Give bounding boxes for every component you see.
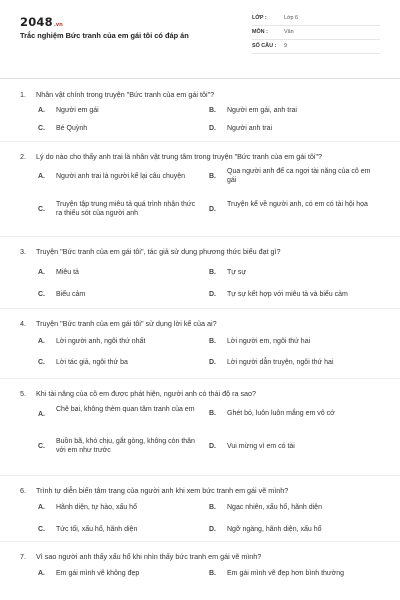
option-text: Lời người anh, ngôi thứ nhất (56, 338, 146, 345)
header-divider (0, 78, 400, 79)
meta-table (252, 12, 380, 54)
option-letter: B. (209, 107, 216, 114)
meta-row-class (252, 12, 380, 26)
option-letter: A. (38, 504, 45, 511)
question-prompt: Lý do nào cho thấy anh trai là nhân vật trung tâm trong truyện "Bức tranh của em gái tôi"? (36, 152, 323, 161)
option-text: Người em gái (56, 107, 99, 114)
option-letter: D. (209, 125, 216, 132)
meta-value: Văn (284, 29, 294, 35)
option-letter: C. (38, 291, 45, 298)
option-text: Bé Quỳnh (56, 125, 88, 132)
option-text: Truyện kể về người anh, có em có tài hội họa (227, 201, 368, 208)
question-list (0, 80, 400, 592)
question-prompt: Truyện "Bức tranh của em gái tôi", tác giả sử dụng phương thức biểu đạt gì? (36, 247, 281, 256)
question-text (20, 90, 380, 99)
option-letter: B. (209, 504, 216, 511)
page-title: Trắc nghiệm Bức tranh của em gái tôi có đáp án (20, 31, 189, 40)
option-letter: B. (209, 570, 216, 577)
option-text: Người em gái, anh trai (227, 107, 297, 114)
option-letter: C. (38, 206, 45, 213)
question-prompt: Khi tài năng của cô em được phát hiện, người anh có thái độ ra sao? (36, 389, 257, 398)
option-letter: B. (209, 338, 216, 345)
option-letter: D. (209, 206, 216, 213)
meta-row-count (252, 40, 380, 54)
question-number: 7. (20, 552, 26, 561)
question-item (0, 80, 400, 142)
option-letter: D. (209, 443, 216, 450)
option-letter: B. (209, 269, 216, 276)
question-item (0, 237, 400, 309)
logo-main: 2048 (20, 15, 53, 29)
option-text: Buồn bã, khó chịu, gắt gỏng, không còn thân với em như trước (56, 438, 195, 454)
option-text: Tức tối, xấu hổ, hãnh diện (56, 526, 138, 533)
option-text: Em gái mình vẽ đẹp hơn bình thường (227, 570, 344, 577)
question-item (0, 476, 400, 542)
option-text: Biểu cảm (56, 291, 86, 298)
question-prompt: Truyện "Bức tranh của em gái tôi" sử dụng lời kể của ai? (36, 319, 217, 328)
option-letter: C. (38, 443, 45, 450)
option-text: Truyện tập trung miêu tả quá trình nhận thức ra thiếu sót của người anh (56, 201, 196, 217)
question-text (20, 486, 380, 495)
option-text: Hãnh diện, tự hào, xấu hổ (56, 504, 137, 511)
option-letter: A. (38, 269, 45, 276)
question-prompt: Nhân vật chính trong truyện "Bức tranh của em gái tôi"? (36, 90, 215, 99)
option-letter: B. (209, 173, 216, 180)
option-text: Tự sự kết hợp với miêu tả và biểu cảm (227, 291, 348, 298)
option-text: Người anh trai (227, 125, 273, 132)
meta-value: 9 (284, 43, 287, 49)
option-letter: A. (38, 173, 45, 180)
question-number: 5. (20, 389, 26, 398)
option-letter: D. (209, 359, 216, 366)
meta-row-subject (252, 26, 380, 40)
question-number: 2. (20, 152, 26, 161)
option-letter: C. (38, 125, 45, 132)
question-item (0, 309, 400, 379)
option-letter: C. (38, 359, 45, 366)
question-text (20, 319, 380, 328)
question-prompt: Vì sao người anh thấy xấu hổ khi nhìn thấy bức tranh em gái vẽ mình? (36, 552, 262, 561)
question-text (20, 552, 380, 561)
option-letter: A. (38, 107, 45, 114)
option-text: Ngỡ ngàng, hãnh diện, xấu hổ (227, 526, 322, 533)
option-letter: C. (38, 526, 45, 533)
option-text: Vui mừng vì em có tài (227, 443, 295, 450)
question-text (20, 389, 380, 398)
option-letter: A. (38, 338, 45, 345)
meta-label: SỐ CÂU : (252, 43, 277, 49)
option-letter: D. (209, 291, 216, 298)
question-number: 3. (20, 247, 26, 256)
option-text: Lời người em, ngôi thứ hai (227, 338, 311, 345)
option-letter: B. (209, 410, 216, 417)
question-prompt: Trình tự diễn biến tâm trạng của người anh khi xem bức tranh em gái vẽ mình? (36, 486, 289, 495)
page-header (0, 0, 400, 78)
question-item (0, 379, 400, 476)
question-number: 6. (20, 486, 26, 495)
option-text: Lời tác giả, ngôi thứ ba (56, 359, 128, 366)
question-text (20, 247, 380, 256)
option-letter: A. (38, 411, 45, 418)
option-letter: A. (38, 570, 45, 577)
question-number: 1. (20, 90, 26, 99)
option-letter: D. (209, 526, 216, 533)
logo-suffix: .vn (53, 22, 63, 28)
site-logo[interactable] (20, 15, 63, 29)
meta-label: LỚP : (252, 15, 267, 21)
option-text: Ghét bỏ, luôn luôn mắng em vô cớ (227, 410, 335, 417)
question-item (0, 142, 400, 237)
option-text: Qua người anh để ca ngợi tài năng của cô em gái (227, 168, 371, 184)
question-item (0, 542, 400, 592)
meta-value: Lớp 6 (284, 15, 299, 21)
option-text: Người anh trai là người kể lại câu chuyện (56, 173, 186, 180)
option-text: Miêu tả (56, 269, 79, 276)
question-number: 4. (20, 319, 26, 328)
option-text: Lời người dẫn truyện, ngôi thứ hai (227, 359, 334, 366)
question-text (20, 152, 380, 161)
option-text: Chê bai, không thèm quan tâm tranh của em (56, 406, 195, 413)
option-text: Tự sự (227, 269, 247, 276)
option-text: Em gái mình vẽ không đẹp (56, 570, 140, 577)
meta-label: MÔN : (252, 29, 268, 35)
option-text: Ngạc nhiên, xấu hổ, hãnh diện (227, 504, 322, 511)
